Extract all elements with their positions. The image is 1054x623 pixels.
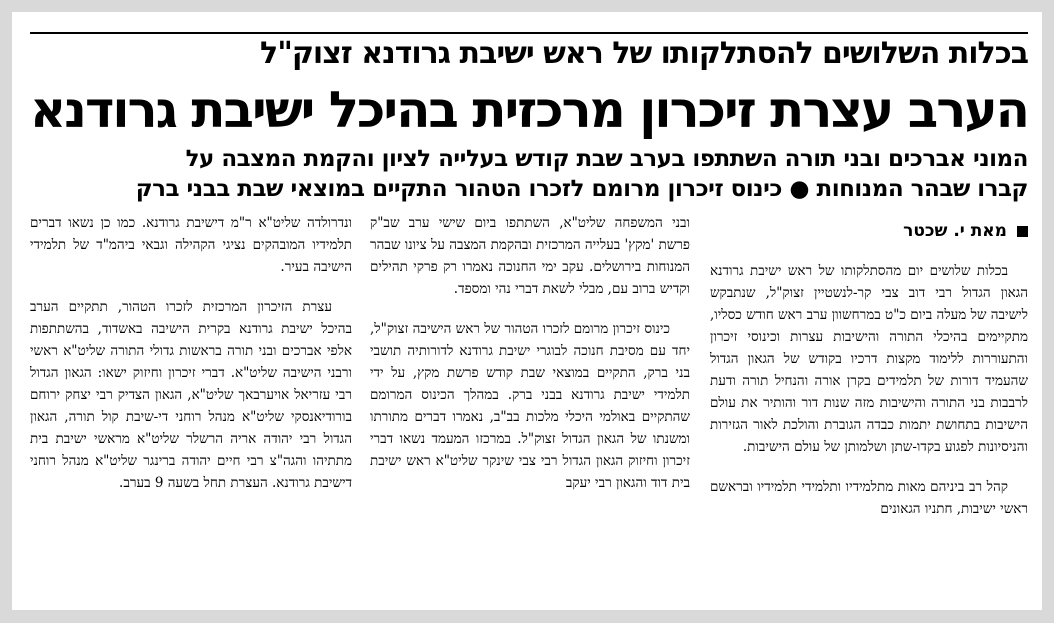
subheadline <box>28 144 1028 204</box>
subhead-line-2: קברו שבהר המנוחות ● כינוס זיכרון מרומם לזכרו הטהור התקיים במוצאי שבת בבני ברק <box>135 176 1028 202</box>
square-bullet-icon <box>1017 226 1028 237</box>
byline-text: מאת י. שכטר <box>903 221 1007 241</box>
paragraph: ובני המשפחה שליט"א, השתתפו ביום שישי ערב שב"ק פרשת 'מקץ' בעלייה המרכזית ובהקמת המצבה על ציונו שבהר המנוחות בירושלים. עקב ימי החנוכה נאמרו רק פרקי תהילים וקדיש ברוב עם, מבלי לשאת דברי נהי ומספד. <box>370 215 690 297</box>
subhead-line-1: המוני אברכים ובני תורה השתתפו בערב שבת קודש בעלייה לציון והקמת המצבה על <box>185 146 1028 172</box>
paragraph: ונדרולדה שליט"א ר"מ דישיבת גרודנא. כמו כן נשאו דברים תלמידיו המובהקים נציגי הקהילה וגבאי ביהמ"ד של תלמידי הישיבה בעיר. <box>30 215 352 275</box>
article-column-1 <box>710 260 1028 520</box>
newspaper-clipping <box>12 12 1042 610</box>
main-headline: הערב עצרת זיכרון מרכזית בהיכל ישיבת גרודנא <box>29 81 1028 139</box>
byline <box>903 219 1028 243</box>
paragraph: קהל רב ביניהם מאות מתלמידיו ותלמידי תלמידיו ובראשם ראשי ישיבות, חתניו הגאונים <box>710 479 1028 517</box>
kicker-headline: בכלות השלושים להסתלקותו של ראש ישיבת גרודנא זצוק"ל <box>260 36 1028 71</box>
paragraph: עצרת הזיכרון המרכזית לזכרו הטהור, תתקיים הערב בהיכל ישיבת גרודנא בקרית הישיבה באשדוד, בהשתתפות אלפי אברכים ובני תורה בראשות גדולי התורה שליט"א ראשי ורבני הישיבה שליט"א. דברי זיכרון וחיזוק ישאו: הגאון הגדול רבי עזריאל אויערבאך שליט"א, הגאון הצדיק רבי יצחק ירוחם בורודיאנסקי שליט"א מנהל רוחני די-שיבת קול תורה, הגאון הגדול רבי יהודה אריה הרשלר שליט"א מראשי ישיבת בית מתתיהו והגה"צ רבי חיים יהודה ברינגר שליט"א מנהל רוחני דישיבת גרודנא. העצרת תחל בשעה 9 בערב. <box>30 299 352 491</box>
paragraph: כינוס זיכרון מרומם לזכרו הטהור של ראש הישיבה זצוק"ל, יחד עם מסיבת חנוכה לבוגרי ישיבת גרודנא לדורותיה תושבי בני ברק, התקיים במוצאי שבת קודש פרשת מקץ, על ידי תלמידי ישיבת גרודנא בבני ברק. במהלך הכינוס המרומם שהתקיים באולמי היכלי מלכות בב"ב, נאמרו דברים מתורתו ומשנתו של הגאון הגדול זצוק"ל. במרכזו המעמד נשאו דברי זיכרון וחיזוק הגאון הגדול רבי צבי שינקר שליט"א ראש ישיבת בית דוד והגאון רבי יעקב <box>370 321 690 491</box>
paragraph: בכלות שלושים יום מהסתלקותו של ראש ישיבת גרודנא הגאון הגדול רבי דוב צבי קר-לנשטיין זצוק"ל, שנתבקש לישיבה של מעלה ביום כ"ט במרחשוון ערב ראש חודש כסליו, מתקיימים בהיכלי התורה והישיבות עצרות וכינוסי זיכרון והתעוררות ללימוד מקצות דרכיו בקודש של הגאון הגדול שהעמיד דורות של תלמידים בקרן אורה והנחיל תורה ודעת לרבבות בני התורה והישיבות מזה שנות דור והותיר את עולם הישיבות בתחושת יתמות כבדה הגוברת והולכת לאור הגזירות והניסיונות לפגוע בקדו-שתן ושלמותן של עולם הישיבות. <box>710 263 1028 455</box>
article-column-2 <box>370 212 690 494</box>
article-column-3 <box>30 212 352 494</box>
